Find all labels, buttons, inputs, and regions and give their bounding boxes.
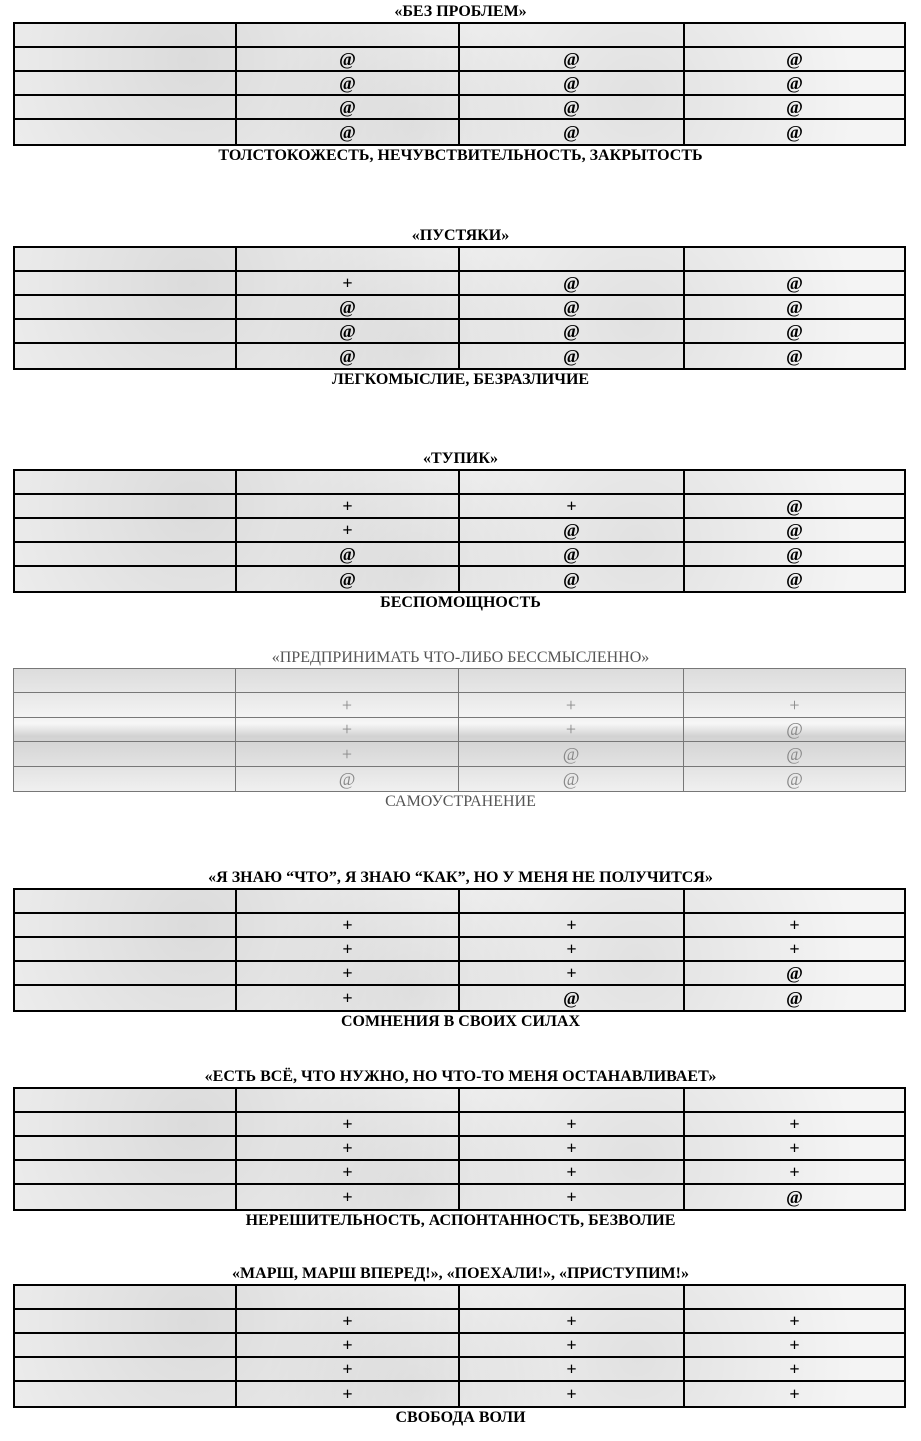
header-cell [460, 24, 685, 48]
mark-cell: @ [460, 48, 685, 72]
row-label-cell [14, 718, 236, 742]
mark-cell: + [237, 914, 460, 938]
mark-cell: @ [685, 962, 904, 986]
section-est-vse [0, 1067, 921, 1231]
header-corner-cell [15, 24, 237, 48]
row-label-cell [15, 1113, 237, 1137]
section-heading: «ТУПИК» [423, 450, 498, 467]
row-label-cell [15, 1185, 237, 1209]
row-label-cell [15, 72, 237, 96]
mark-cell: @ [237, 567, 460, 591]
section-caption: СОМНЕНИЯ В СВОИХ СИЛАХ [340, 1013, 581, 1030]
row-label-cell [15, 96, 237, 120]
section-heading: «ПРЕДПРИНИМАТЬ ЧТО-ЛИБО БЕССМЫСЛЕННО» [271, 649, 650, 666]
row-label-cell [14, 767, 236, 791]
mark-cell: + [237, 962, 460, 986]
mark-cell: + [459, 718, 684, 742]
row-label-cell [15, 1382, 237, 1406]
header-corner-cell [15, 248, 237, 272]
row-label-cell [15, 1161, 237, 1185]
header-cell [685, 890, 904, 914]
mark-cell: @ [685, 72, 904, 96]
row-label-cell [15, 914, 237, 938]
header-cell [460, 890, 685, 914]
row-label-cell [15, 567, 237, 591]
mark-cell: @ [460, 543, 685, 567]
mark-cell: + [460, 1137, 685, 1161]
mark-cell: @ [237, 72, 460, 96]
mark-cell: + [237, 519, 460, 543]
mark-cell: @ [685, 272, 904, 296]
section-caption: ЛЕГКОМЫСЛИЕ, БЕЗРАЗЛИЧИЕ [331, 371, 590, 388]
section-caption: СВОБОДА ВОЛИ [395, 1409, 526, 1426]
mark-cell: + [684, 693, 905, 717]
mark-cell: @ [459, 767, 684, 791]
mark-cell: + [789, 1384, 800, 1404]
row-label-cell [15, 1334, 237, 1358]
section-marsh [0, 1264, 921, 1428]
mark-cell: + [237, 938, 460, 962]
header-cell [685, 1089, 904, 1113]
mark-cell: @ [685, 543, 904, 567]
header-cell [685, 248, 904, 272]
mark-cell: @ [460, 272, 685, 296]
header-cell [236, 669, 459, 693]
header-cell [237, 890, 460, 914]
mark-cell: @ [685, 96, 904, 120]
mark-cell: + [236, 693, 459, 717]
row-label-cell [15, 543, 237, 567]
row-label-cell [15, 272, 237, 296]
row-label-cell [14, 742, 236, 766]
mark-cell: + [237, 1358, 460, 1382]
mark-cell: + [685, 938, 904, 962]
mark-cell: @ [460, 96, 685, 120]
mark-cell: + [685, 1310, 904, 1334]
header-cell [237, 471, 460, 495]
header-cell [237, 24, 460, 48]
grid-table [13, 246, 906, 370]
mark-cell: + [460, 1358, 685, 1382]
mark-cell: + [460, 1382, 685, 1406]
mark-cell: + [237, 1185, 460, 1209]
grid-table [13, 1087, 906, 1211]
mark-cell: + [237, 1113, 460, 1137]
mark-cell: @ [460, 344, 685, 368]
mark-cell: + [685, 1334, 904, 1358]
header-cell [237, 1089, 460, 1113]
section-caption: БЕСПОМОЩНОСТЬ [380, 594, 541, 611]
mark-cell: @ [459, 742, 684, 766]
mark-cell: + [237, 1137, 460, 1161]
section-ya-znayu [0, 868, 921, 1032]
mark-cell: + [460, 1161, 685, 1185]
header-cell [237, 248, 460, 272]
header-cell [684, 669, 905, 693]
header-cell [237, 1286, 460, 1310]
mark-cell: + [236, 718, 459, 742]
header-cell [460, 1089, 685, 1113]
mark-cell: @ [237, 96, 460, 120]
header-cell [460, 1286, 685, 1310]
mark-cell: + [460, 914, 685, 938]
row-label-cell [15, 962, 237, 986]
mark-cell: + [460, 1113, 685, 1137]
mark-cell: @ [237, 120, 460, 144]
section-heading: «ЕСТЬ ВСЁ, ЧТО НУЖНО, НО ЧТО-ТО МЕНЯ ОСТАНАВЛИВАЕТ» [204, 1068, 717, 1085]
section-bez-problem [0, 2, 921, 166]
mark-cell: @ [460, 986, 685, 1010]
header-corner-cell [15, 1286, 237, 1310]
mark-cell: @ [237, 344, 460, 368]
mark-cell: @ [236, 767, 459, 791]
mark-cell: + [460, 962, 685, 986]
row-label-cell [15, 344, 237, 368]
mark-cell: + [237, 1161, 460, 1185]
header-cell [459, 669, 684, 693]
header-corner-cell [14, 669, 236, 693]
section-caption: НЕРЕШИТЕЛЬНОСТЬ, АСПОНТАННОСТЬ, БЕЗВОЛИЕ [245, 1212, 676, 1229]
header-cell [460, 471, 685, 495]
mark-cell: @ [460, 72, 685, 96]
mark-cell: + [237, 1334, 460, 1358]
mark-cell: @ [237, 543, 460, 567]
mark-cell: + [685, 1161, 904, 1185]
mark-cell: + [460, 1334, 685, 1358]
mark-cell: + [459, 693, 684, 717]
row-label-cell [15, 1137, 237, 1161]
mark-cell: @ [460, 519, 685, 543]
mark-cell: @ [237, 48, 460, 72]
mark-cell: + [237, 1382, 460, 1406]
grid-table [13, 469, 906, 593]
section-tupik [0, 449, 921, 613]
mark-cell: + [460, 1310, 685, 1334]
mark-cell: + [237, 1310, 460, 1334]
row-label-cell [15, 1310, 237, 1334]
header-cell [460, 248, 685, 272]
header-cell [685, 471, 904, 495]
mark-cell: @ [786, 569, 803, 589]
mark-cell: @ [460, 567, 685, 591]
grid-table [13, 668, 906, 792]
mark-cell: @ [685, 320, 904, 344]
section-heading: «Я ЗНАЮ “ЧТО”, Я ЗНАЮ “КАК”, НО У МЕНЯ НЕ ПОЛУЧИТСЯ» [208, 869, 713, 886]
grid-table [13, 888, 906, 1012]
mark-cell: @ [460, 320, 685, 344]
mark-cell: + [460, 938, 685, 962]
header-corner-cell [15, 1089, 237, 1113]
mark-cell: @ [685, 495, 904, 519]
row-label-cell [15, 519, 237, 543]
mark-cell: @ [685, 296, 904, 320]
mark-cell: + [236, 742, 459, 766]
mark-cell: @ [685, 48, 904, 72]
mark-cell: @ [460, 296, 685, 320]
mark-cell: @ [684, 742, 905, 766]
mark-cell: @ [685, 519, 904, 543]
grid-table [13, 1284, 906, 1408]
row-label-cell [15, 48, 237, 72]
mark-cell: @ [460, 120, 685, 144]
section-heading: «МАРШ, МАРШ ВПЕРЕД!», «ПОЕХАЛИ!», «ПРИСТУПИМ!» [232, 1265, 689, 1282]
header-corner-cell [15, 471, 237, 495]
mark-cell: + [685, 914, 904, 938]
mark-cell: @ [786, 988, 803, 1008]
mark-cell: + [685, 1113, 904, 1137]
mark-cell: @ [237, 320, 460, 344]
header-corner-cell [15, 890, 237, 914]
row-label-cell [15, 1358, 237, 1382]
section-heading: «БЕЗ ПРОБЛЕМ» [394, 3, 527, 20]
row-label-cell [15, 120, 237, 144]
row-label-cell [14, 693, 236, 717]
mark-cell: + [237, 986, 460, 1010]
row-label-cell [15, 320, 237, 344]
mark-cell: + [685, 1137, 904, 1161]
section-pustyaki [0, 226, 921, 390]
header-cell [685, 1286, 904, 1310]
row-label-cell [15, 296, 237, 320]
row-label-cell [15, 938, 237, 962]
mark-cell: + [460, 1185, 685, 1209]
mark-cell: @ [786, 346, 803, 366]
section-predprinimat [0, 648, 921, 812]
row-label-cell [15, 986, 237, 1010]
mark-cell: @ [786, 122, 803, 142]
mark-cell: + [460, 495, 685, 519]
row-label-cell [15, 495, 237, 519]
section-caption: САМОУСТРАНЕНИЕ [385, 793, 536, 810]
mark-cell: @ [684, 718, 905, 742]
mark-cell: + [685, 1358, 904, 1382]
section-heading: «ПУСТЯКИ» [411, 227, 510, 244]
section-caption: ТОЛСТОКОЖЕСТЬ, НЕЧУВСТВИТЕЛЬНОСТЬ, ЗАКРЫТОСТЬ [218, 147, 703, 164]
mark-cell: + [237, 272, 460, 296]
mark-cell: @ [786, 1187, 803, 1207]
mark-cell: + [237, 495, 460, 519]
header-cell [685, 24, 904, 48]
grid-table [13, 22, 906, 146]
mark-cell: @ [786, 768, 803, 789]
mark-cell: @ [237, 296, 460, 320]
